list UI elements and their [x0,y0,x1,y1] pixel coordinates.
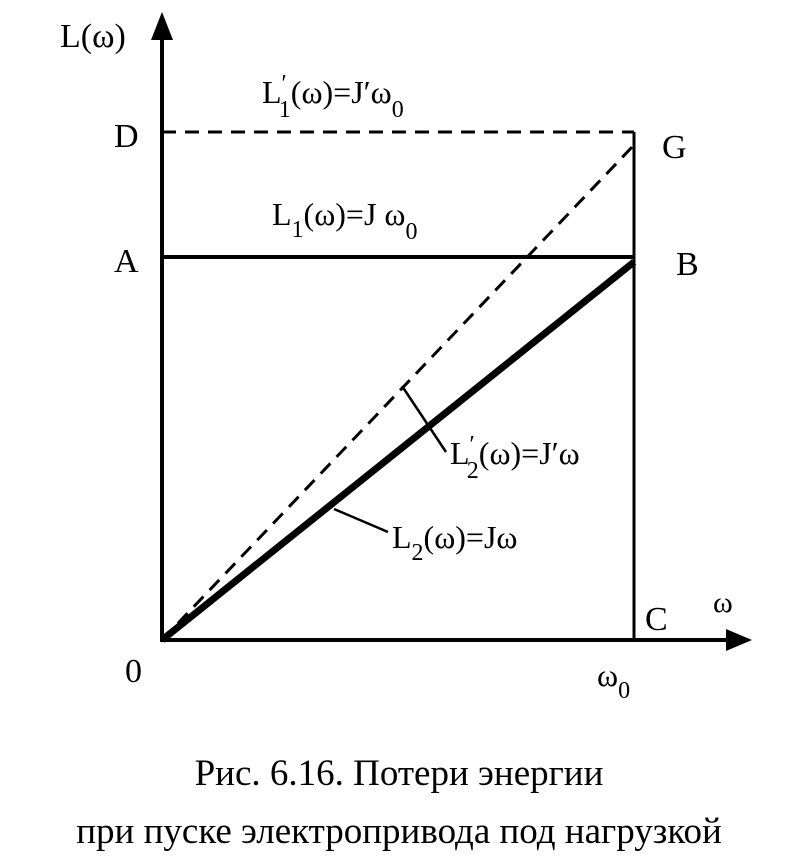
point-a-label: A [114,243,139,280]
y-axis-label: L(ω) [60,18,126,55]
y-axis-arrow [151,12,173,40]
point-g-label: G [662,129,687,166]
caption-line-2: при пуске электропривода под нагрузкой [76,811,722,852]
caption-line-1: Рис. 6.16. Потери энергии [194,753,604,794]
point-b-label: B [676,246,699,283]
curve-l2-prime-label: L′ 2(ω)=J′ω [450,432,580,484]
leader-l2 [334,509,388,532]
point-d-label: D [114,118,139,155]
curve-l2-label: L2(ω)=Jω [392,519,518,566]
x-axis-arrow [726,629,752,651]
point-c-label: C [645,601,668,638]
origin-label: 0 [125,653,142,690]
x-axis-label: ω [713,586,733,619]
curve-l1-label: L1(ω)=J ω0 [272,196,418,245]
curve-l1-prime-label: L′ 1(ω)=J′ω0 [262,71,404,123]
omega-zero-label: ω0 [597,657,631,704]
